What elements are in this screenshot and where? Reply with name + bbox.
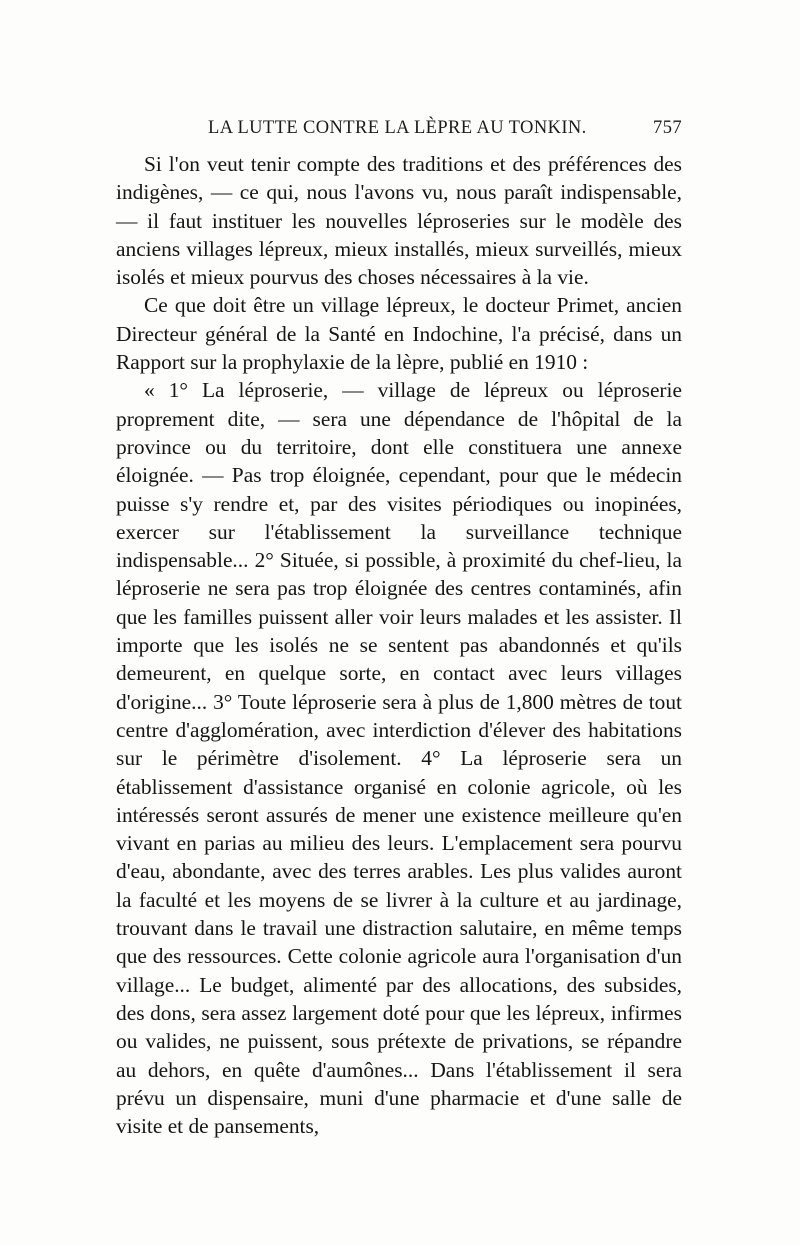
paragraph: Si l'on veut tenir compte des traditions et des préférences des indigènes, — ce qui, nous l'avons vu, nous paraît indispensable, — il faut instituer les nouvelles léproseries sur le modèle des anciens villages lépreux, mieux installés, mieux surveillés, mieux isolés et mieux pourvus des choses nécessaires à la vie. (116, 152, 682, 290)
page-header (116, 118, 682, 142)
paragraph: Ce que doit être un village lépreux, le docteur Primet, ancien Directeur général de la Santé en Indochine, l'a précisé, dans un Rapport sur la prophylaxie de la lèpre, publié en 1910 : (116, 293, 682, 375)
page-number: 757 (653, 118, 682, 138)
running-title: LA LUTTE CONTRE LA LÈPRE AU TONKIN. (208, 118, 587, 138)
body-text (116, 150, 682, 1140)
paragraph: « 1° La léproserie, — village de lépreux ou léproserie proprement dite, — sera une dépendance de l'hôpital de la province ou du territoire, dont elle constituera une annexe éloignée. — Pas trop éloignée, cependant, pour que le médecin puisse s'y rendre et, par des visites périodiques ou inopinées, exercer sur l'établissement la surveillance technique indispensable... 2° Située, si possible, à proximité du chef-lieu, la léproserie ne sera pas trop éloignée des centres contaminés, afin que les familles puissent aller voir leurs malades et les assister. Il importe que les isolés ne se sentent pas abandonnés et qu'ils demeurent, en quelque sorte, en contact avec leurs villages d'origine... 3° Toute léproserie sera à plus de 1,800 mètres de tout centre d'agglomération, avec interdiction d'élever des habitations sur le périmètre d'isolement. 4° La léproserie sera un établissement d'assistance organisé en colonie agricole, où les intéressés seront assurés de mener une existence meilleure qu'en vivant en parias au milieu des leurs. L'emplacement sera pourvu d'eau, abondante, avec des terres arables. Les plus valides auront la faculté et les moyens de se livrer à la culture et au jardinage, trouvant dans le travail une distraction salutaire, en même temps que des ressources. Cette colonie agricole aura l'organisation d'un village... Le budget, alimenté par des allocations, des subsides, des dons, sera assez largement doté pour que les lépreux, infirmes ou valides, ne puissent, sous prétexte de privations, se répandre au dehors, en quête d'aumônes... Dans l'établissement il sera prévu un dispensaire, muni d'une pharmacie et d'une salle de visite et de pansements, (116, 378, 682, 1139)
